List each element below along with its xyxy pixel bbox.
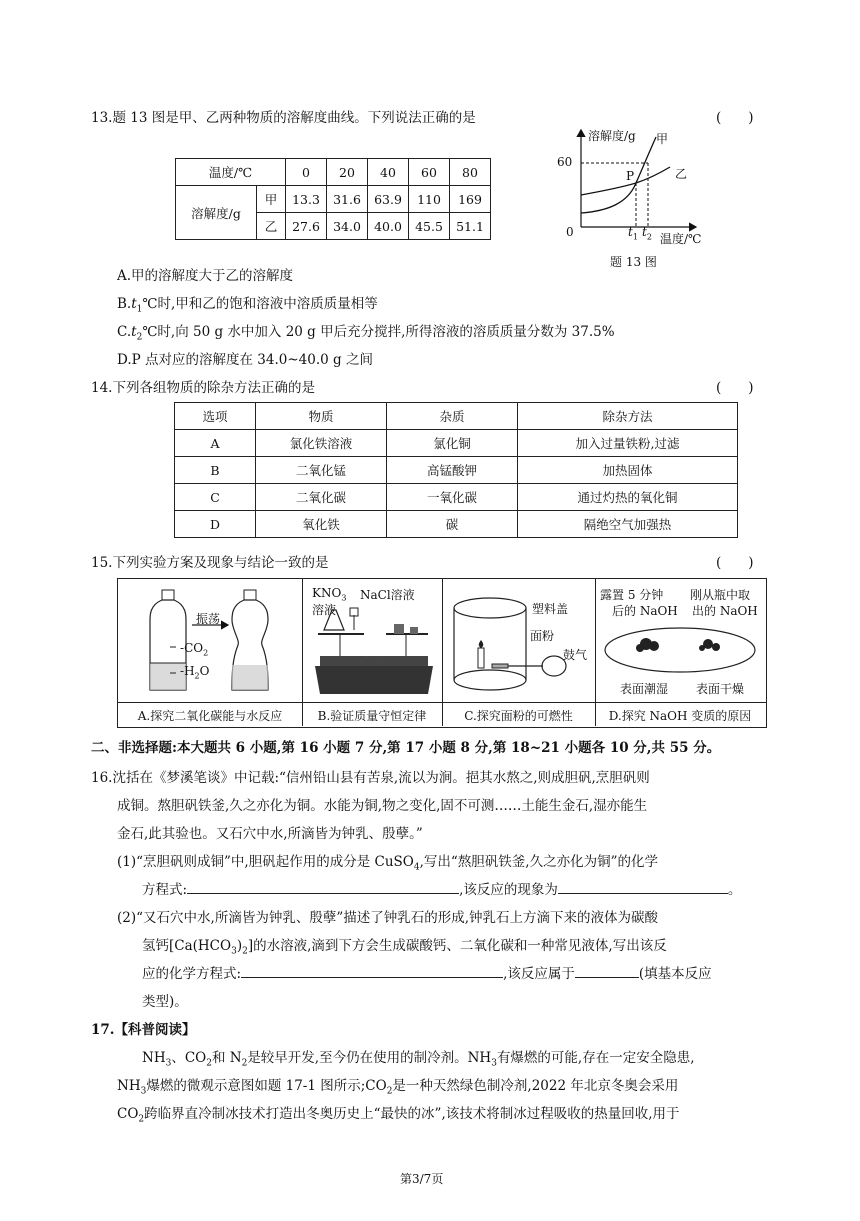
panel-divider xyxy=(595,579,596,726)
q16-line3: 金石,此其验也。又石穴中水,所滴皆为钟乳、殷孽。” xyxy=(117,826,423,842)
panel-a-bottles xyxy=(140,585,290,697)
table-cell: 高锰酸钾 xyxy=(387,457,518,484)
table-cell: 加热固体 xyxy=(518,457,738,484)
table-cell: 31.6 xyxy=(327,186,368,213)
q13-option-c: $C.t_2℃$时,向 50 g 水中加入 20 g 甲后充分搅拌,所得溶液的溶质质量分数为 37.5% xyxy=(117,324,615,343)
table-cell: 氯化铜 xyxy=(387,430,518,457)
table-cell: A xyxy=(175,430,256,457)
table-cell: 110 xyxy=(409,186,450,213)
section-2-heading: 二、非选择题:本大题共 6 小题,第 16 小题 7 分,第 17 小题 8 分,第 18~21 小题各 10 分,共 55 分。 xyxy=(91,740,721,756)
temp-cell: 80 xyxy=(450,159,491,186)
panel-a-caption: A.探究二氧化碳能与水反应 xyxy=(137,709,283,723)
table-cell: 一氧化碳 xyxy=(387,484,518,511)
table-cell: 碳 xyxy=(387,511,518,538)
q17-para-line3: $CO_2$跨临界直冷制冰技术打造出冬奥历史上“最快的冰”,该技术将制冰过程吸收的热量回收,用于 xyxy=(117,1106,680,1125)
table-cell: 40.0 xyxy=(368,213,409,240)
graph-caption: 题 13 图 xyxy=(610,255,657,269)
th: 杂质 xyxy=(387,403,518,430)
table-cell: 169 xyxy=(450,186,491,213)
panel-a-co2: $-CO_2$ xyxy=(180,641,209,658)
panel-b-nacl: NaCl溶液 xyxy=(360,588,415,602)
table-cell: 氧化铁 xyxy=(256,511,387,538)
graph-xlabel: 温度/℃ xyxy=(660,232,702,246)
curve-jia xyxy=(581,137,656,213)
temp-label: 温度/℃ xyxy=(176,159,286,186)
table-cell: 13.3 xyxy=(286,186,327,213)
table-cell: 二氧化锰 xyxy=(256,457,387,484)
graph-point-p: P xyxy=(626,169,635,183)
panel-d-plate xyxy=(600,620,760,680)
q17-title: 17.【科普阅读】 xyxy=(91,1022,196,1038)
table-cell: 加入过量铁粉,过滤 xyxy=(518,430,738,457)
graph-t1: $t_1$ xyxy=(628,225,638,242)
answer-blank[interactable] xyxy=(241,963,503,978)
panel-d-left1: 露置 5 分钟 xyxy=(600,588,664,602)
th: 物质 xyxy=(256,403,387,430)
q13-option-d: D.P 点对应的溶解度在 34.0~40.0 g 之间 xyxy=(117,352,373,368)
q13-answer-paren: ( ) xyxy=(716,110,754,126)
panel-b-kno3: $KNO_3$ xyxy=(312,586,347,603)
panel-c-apparatus xyxy=(448,590,593,700)
table-cell: B xyxy=(175,457,256,484)
q14-answer-paren: ( ) xyxy=(716,380,754,396)
row-name: 甲 xyxy=(257,186,286,213)
graph-ylabel: 溶解度/g xyxy=(588,129,636,143)
graph-origin: 0 xyxy=(566,225,574,239)
graph-t2: $t_2$ xyxy=(642,225,652,242)
q16-line2: 成铜。熬胆矾铁釜,久之亦化为铜。水能为铜,物之变化,固不可测……土能生金石,湿亦能生 xyxy=(117,798,648,814)
panel-d-caption: D.探究 NaOH 变质的原因 xyxy=(608,709,752,723)
panel-c-blow: 鼓气 xyxy=(563,648,588,662)
th: 选项 xyxy=(175,403,256,430)
th: 除杂方法 xyxy=(518,403,738,430)
table-cell: 63.9 xyxy=(368,186,409,213)
panel-c-caption: C.探究面粉的可燃性 xyxy=(464,709,573,723)
q16-sub1-line2: 方程式: ,该反应的现象为 。 xyxy=(142,878,741,898)
panel-d-left2: 后的 NaOH xyxy=(612,604,678,618)
answer-blank[interactable] xyxy=(187,879,459,894)
q17-para-line1: $NH_3$、$CO_2$和 $N_2$是较早开发,至今仍在使用的制冷剂。$NH_3$有爆燃的可能,存在一定安全隐患, xyxy=(142,1050,695,1069)
table-cell: 二氧化碳 xyxy=(256,484,387,511)
table-cell: 51.1 xyxy=(450,213,491,240)
temp-cell: 40 xyxy=(368,159,409,186)
q17-para-line2: $NH_3$爆燃的微观示意图如题 17-1 图所示$;CO_2$是一种天然绿色制冷剂,2022 年北京冬奥会采用 xyxy=(117,1078,679,1097)
panel-c-lid: 塑料盖 xyxy=(532,602,569,616)
q16-sub2-line2: 氢钙$[Ca(HCO_3)_2]$的水溶液,滴到下方会生成碳酸钙、二氧化碳和一种常见液体,写出该反 xyxy=(142,938,667,957)
panel-d-wet: 表面潮湿 xyxy=(620,682,669,696)
table-cell: 34.0 xyxy=(327,213,368,240)
panel-d-dry: 表面干燥 xyxy=(696,682,745,696)
panel-c-flour: 面粉 xyxy=(530,629,555,643)
panel-divider xyxy=(442,579,443,726)
q14-stem: 14.下列各组物质的除杂方法正确的是 xyxy=(91,380,315,396)
q13-solubility-table xyxy=(175,158,491,240)
temp-cell: 20 xyxy=(327,159,368,186)
graph-label-jia: 甲 xyxy=(656,132,669,146)
q16-sub2-line4: 类型)。 xyxy=(142,994,188,1010)
q16-line1: 16.沈括在《梦溪笔谈》中记载:“信州铅山县有苦泉,流以为涧。挹其水熬之,则成胆矾,烹胆矾则 xyxy=(91,770,650,786)
q16-sub2-line3: 应的化学方程式: ,该反应属于 (填基本反应 xyxy=(142,962,712,982)
temp-cell: 0 xyxy=(286,159,327,186)
panel-d-right1: 刚从瓶中取 xyxy=(690,588,751,602)
q16-sub2-line1: (2)“又石穴中水,所滴皆为钟乳、殷孽”描述了钟乳石的形成,钟乳石上方滴下来的液体为碳酸 xyxy=(117,910,659,926)
panel-b-caption: B.验证质量守恒定律 xyxy=(317,709,427,723)
graph-label-yi: 乙 xyxy=(675,167,688,181)
table-cell: 通过灼热的氧化铜 xyxy=(518,484,738,511)
q14-table xyxy=(174,402,738,538)
q15-stem: 15.下列实验方案及现象与结论一致的是 xyxy=(91,555,329,571)
panel-a-h2o: $-H_2O$ xyxy=(180,664,210,681)
table-cell: 45.5 xyxy=(409,213,450,240)
answer-blank[interactable] xyxy=(575,963,639,978)
sol-label: 溶解度/g xyxy=(176,186,257,240)
graph-y60: 60 xyxy=(557,155,573,169)
answer-blank[interactable] xyxy=(558,879,728,894)
panel-b-kno3-sol: 溶液 xyxy=(312,603,337,617)
table-cell: 氯化铁溶液 xyxy=(256,430,387,457)
q13-stem: 13.题 13 图是甲、乙两种物质的溶解度曲线。下列说法正确的是 xyxy=(91,110,476,126)
q16-sub1-line1: (1)“烹胆矾则成铜”中,胆矾起作用的成分是 CuSO$_4$,写出“熬胆矾铁釜,久之亦化为铜”的化学 xyxy=(117,854,658,873)
table-cell: D xyxy=(175,511,256,538)
row-name: 乙 xyxy=(257,213,286,240)
page-number: 第3/7页 xyxy=(400,1172,444,1186)
table-cell: C xyxy=(175,484,256,511)
q13-option-b: $B.t_1℃$时,甲和乙的饱和溶液中溶质质量相等 xyxy=(117,296,378,315)
table-cell: 隔绝空气加强热 xyxy=(518,511,738,538)
table-cell: 27.6 xyxy=(286,213,327,240)
q13-option-a: A.甲的溶解度大于乙的溶解度 xyxy=(117,268,294,284)
panel-d-right2: 出的 NaOH xyxy=(692,604,758,618)
q15-answer-paren: ( ) xyxy=(716,555,754,571)
panel-divider xyxy=(302,579,303,726)
panel-a-shake: 振荡 xyxy=(196,612,221,626)
temp-cell: 60 xyxy=(409,159,450,186)
